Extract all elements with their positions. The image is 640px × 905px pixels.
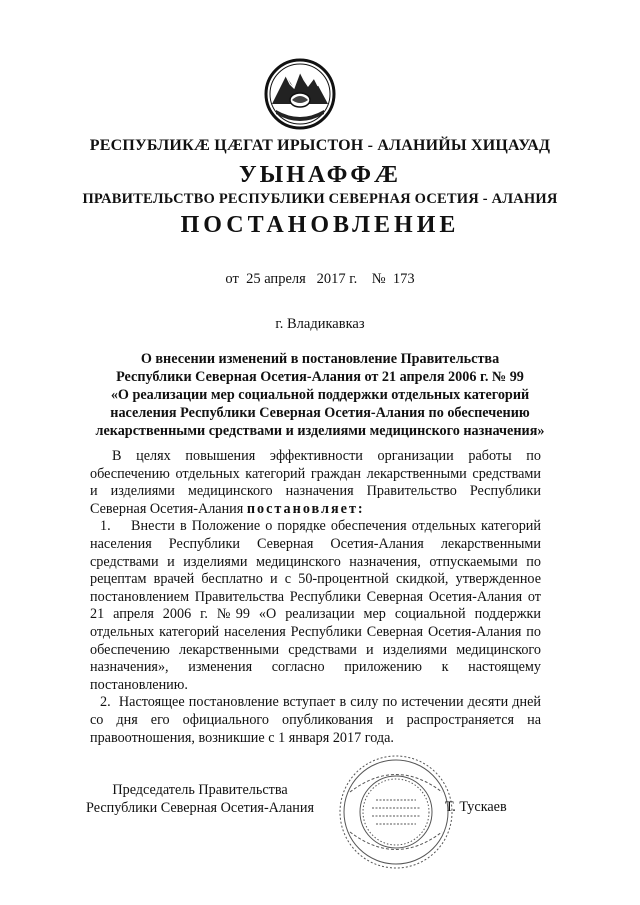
title-line: населения Республики Северная Осетия-Алания по обеспечению — [110, 405, 530, 421]
body-item-1: 1. Внести в Положение о порядке обеспечения отдельных категорий населения Республики Северная Осетия-Алания лекарственными средствами и изделиями медицинского назначения, отпускаемыми по рецептам врачей бесплатно и с 50-процентной скидкой, утвержденное постановлением Правительства Республики Северная Осетия-Алания от 21 апреля 2006 г. №99 «О реализации мер социальной поддержки отдельных категорий населения Республики Северная Осетия-Алания по обеспечению лекарственными средствами и изделиями медицинского назначения», изменения согласно приложению к настоящему постановлению. — [90, 518, 541, 693]
document-dateline — [0, 271, 640, 288]
body-intro-paragraph — [90, 448, 541, 518]
title-line: «О реализации мер социальной поддержки отдельных категорий — [110, 387, 530, 403]
dateline-from: от — [225, 271, 239, 287]
coat-of-arms-emblem-icon — [264, 58, 336, 130]
dateline-year: 2017 г. — [316, 271, 358, 287]
official-seal-icon — [336, 752, 456, 872]
dateline-number-sign: № — [371, 271, 386, 287]
signature-role-line: Республики Северная Осетия-Алания — [85, 800, 314, 816]
title-line: Республики Северная Осетия-Алания от 21 апреля 2006 г. № 99 — [116, 369, 524, 385]
signature-role-line: Председатель Правительства — [112, 782, 288, 798]
dateline-date: 25 апреля — [246, 271, 306, 287]
body-decree-word: постановляет: — [246, 500, 365, 517]
document-title — [50, 350, 590, 440]
document-city: г. Владикавказ — [275, 316, 365, 332]
title-line: О внесении изменений в постановление Правительства — [140, 351, 500, 367]
header-ossetian-government: РЕСПУБЛИКÆ ЦÆГАТ ИРЫСТОН - АЛАНИЙЫ ХИЦАУАД — [89, 137, 551, 154]
document-body — [90, 448, 541, 747]
header-resolution-title: ПОСТАНОВЛЕНИЕ — [180, 212, 460, 238]
dateline-number: 173 — [392, 271, 415, 287]
body-item-2: 2. Настоящее постановление вступает в силу по истечении десяти дней со дня его официального опубликования и распространяется на правоотношения, возникшие с 1 января 2017 года. — [90, 694, 541, 746]
title-line: лекарственными средствами и изделиями медицинского назначения» — [95, 423, 545, 439]
signature-role — [60, 781, 340, 817]
header-russian-government: ПРАВИТЕЛЬСТВО РЕСПУБЛИКИ СЕВЕРНАЯ ОСЕТИЯ - АЛАНИЯ — [82, 191, 558, 207]
header-ossetian-resolution: УЫНАФФÆ — [239, 162, 401, 188]
body-intro-text: В целях повышения эффективности организации работы по обеспечению отдельных категорий граждан лекарственными средствами и изделиями медицинского назначения Правительство Республики Северная Осетия-Алания — [90, 448, 541, 517]
signatory-name: Т. Тускаев — [445, 799, 507, 815]
